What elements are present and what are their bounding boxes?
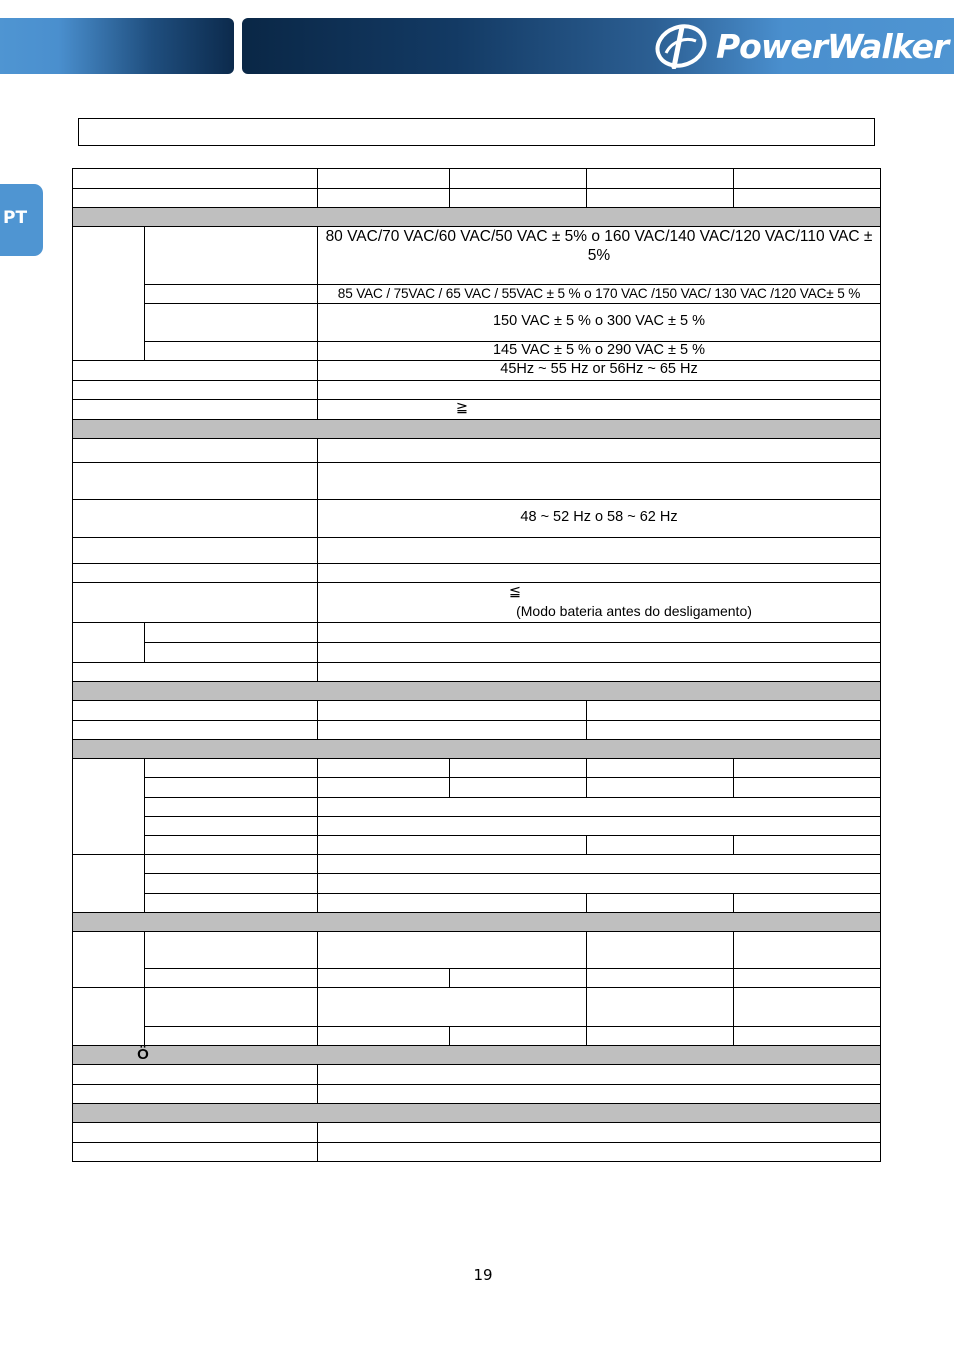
language-tab-label: PT [3, 208, 28, 228]
page-number: 19 [473, 1266, 493, 1284]
input-low-transfer-line1: 80 VAC/70 VAC/60 VAC/50 VAC ± 5% o 160 VAC/140 VAC/120 VAC/110 VAC ± [325, 228, 873, 245]
input-low-return: 85 VAC / 75VAC / 65 VAC / 55VAC ± 5 % o 170 VAC /150 VAC/ 130 VAC /120 VAC± 5 % [337, 286, 861, 301]
physical-section-letter: Ö [137, 1046, 149, 1063]
section-row-environment [72, 1103, 880, 1122]
input-low-transfer-line2: 5% [587, 247, 611, 264]
section-row-physical [72, 1045, 880, 1064]
overload-symbol: ≦ [508, 584, 522, 600]
input-high-transfer: 150 VAC ± 5 % o 300 VAC ± 5 % [492, 313, 706, 329]
input-high-return: 145 VAC ± 5 % o 290 VAC ± 5 % [492, 342, 706, 358]
output-frequency: 48 ~ 52 Hz o 58 ~ 62 Hz [520, 509, 678, 525]
section-row-input [72, 207, 880, 226]
brand-name: PowerWalker [716, 26, 949, 66]
section-row-output [72, 419, 880, 438]
overload-note: (Modo bateria antes do desligamento) [516, 603, 752, 619]
input-frequency: 45Hz ~ 55 Hz or 56Hz ~ 65 Hz [500, 361, 698, 377]
power-factor-symbol: ≧ [455, 400, 469, 416]
section-row-indicators [72, 912, 880, 931]
section-row-battery [72, 739, 880, 758]
section-row-efficiency [72, 681, 880, 700]
